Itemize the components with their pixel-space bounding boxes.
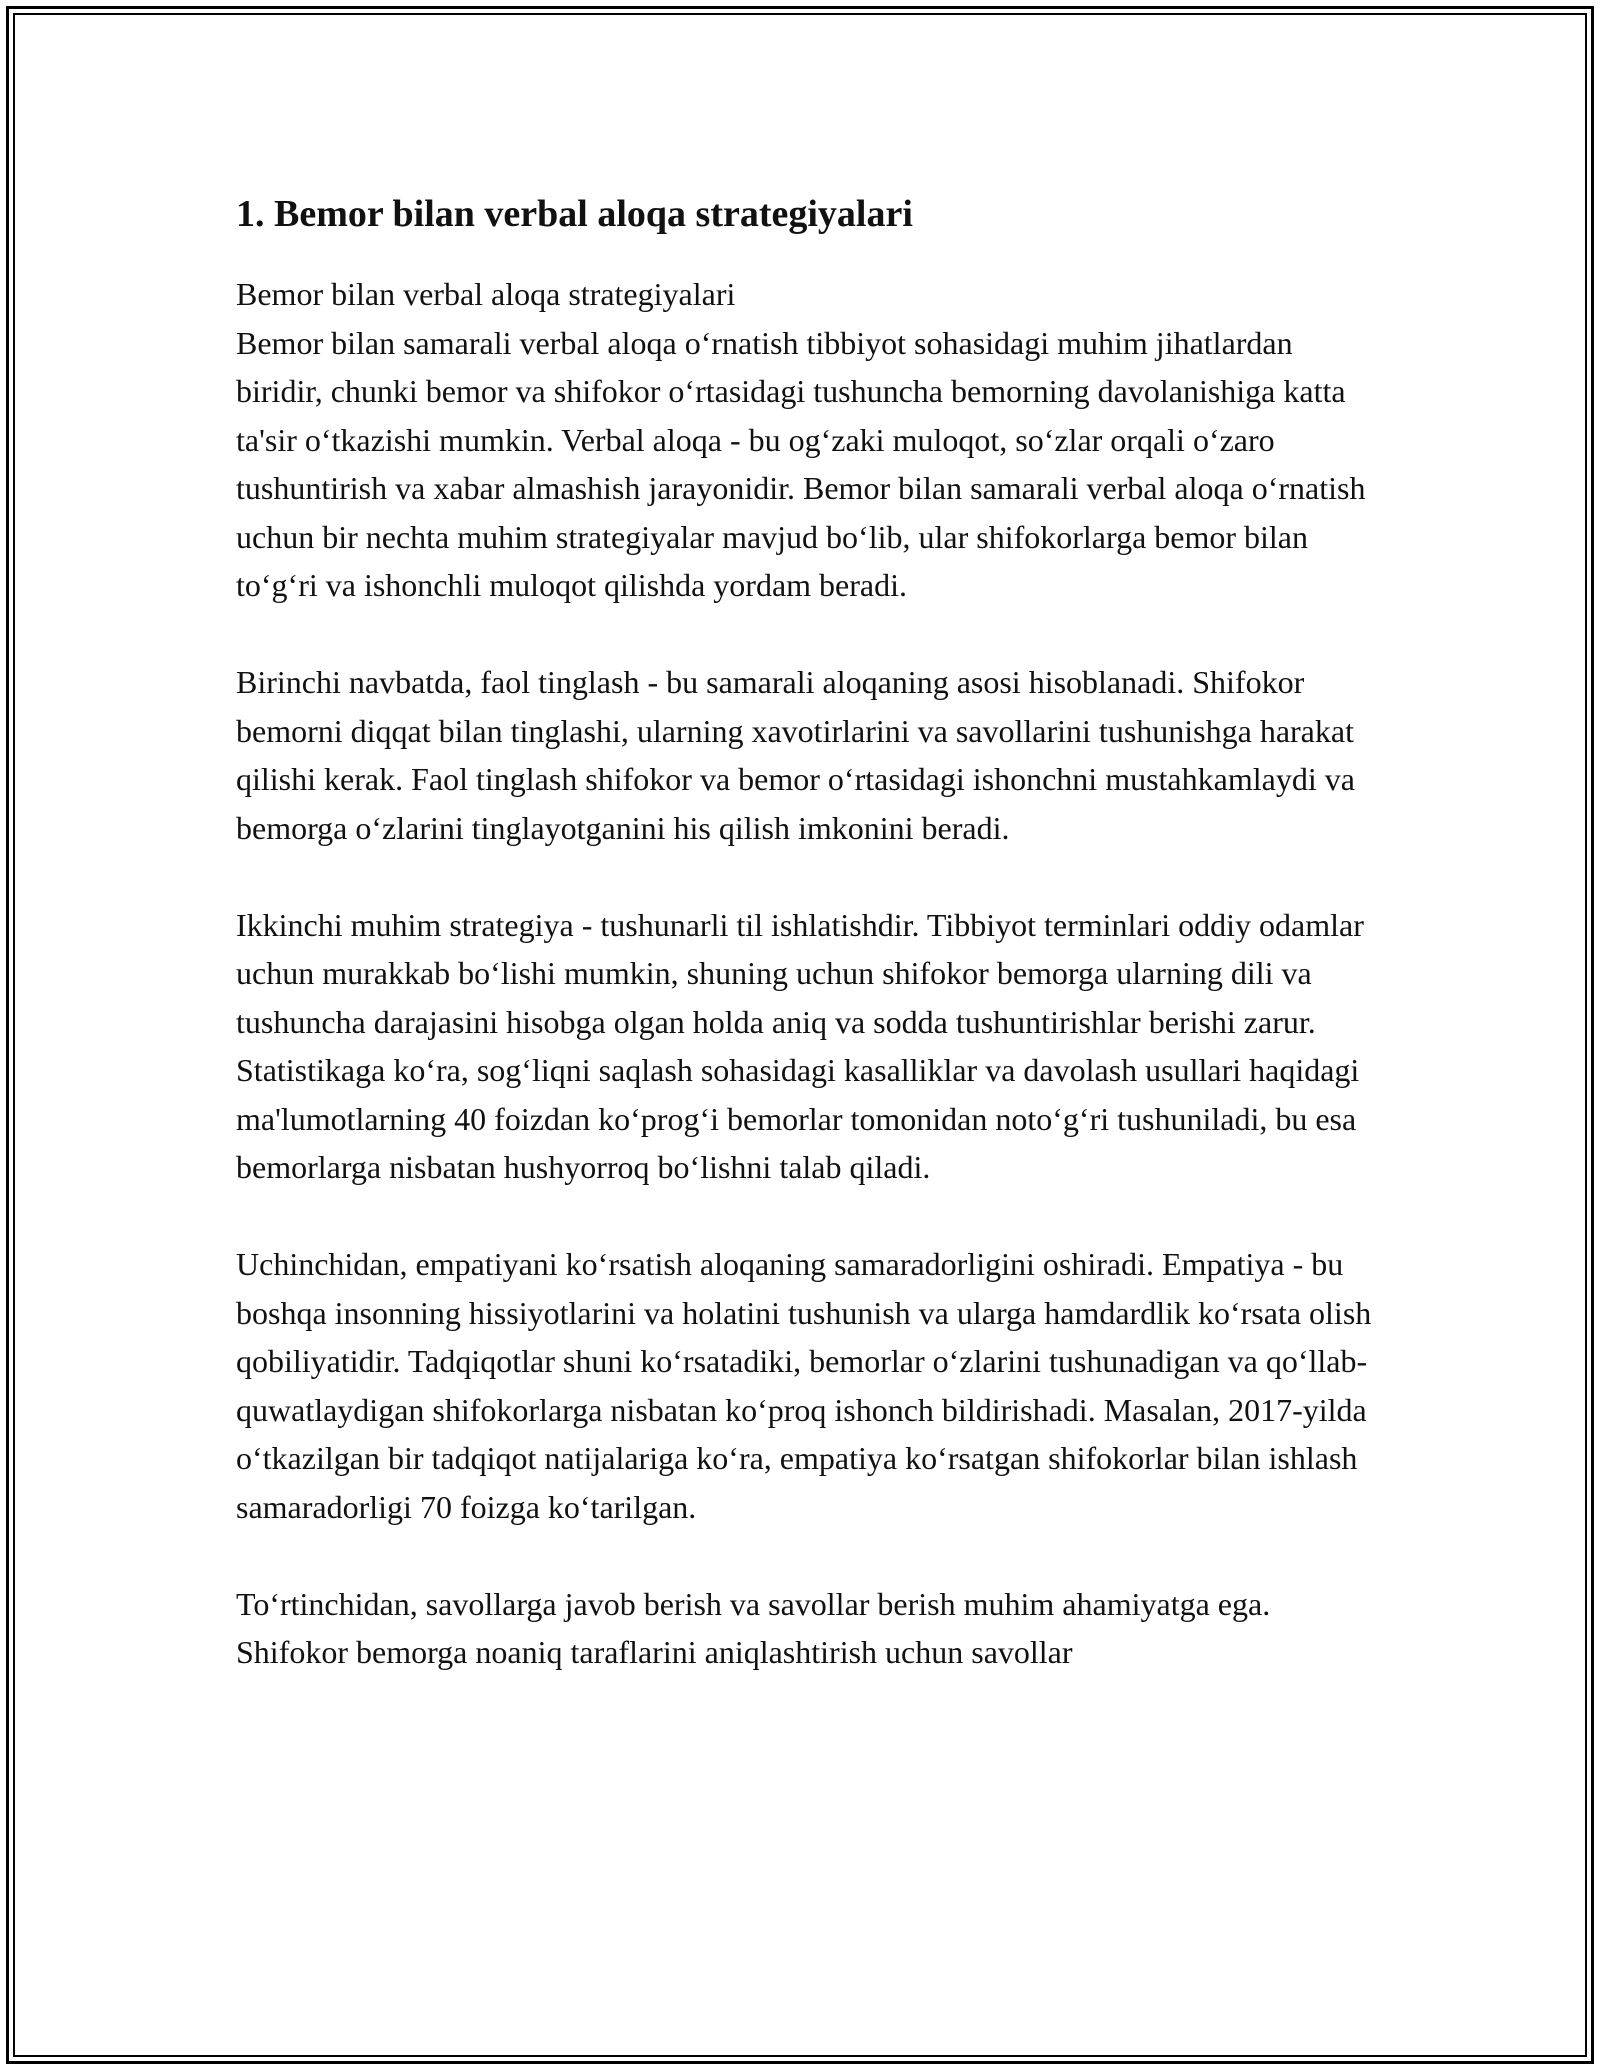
- paragraph-gap: [236, 852, 1376, 901]
- paragraph-empathy: Uchinchidan, empatiyani koʻrsatish aloqaning samaradorligini oshiradi. Empatiya - bu boshqa insonning hissiyotlarini va holatini tushunish va ularga hamdardlik koʻrsata olish qobiliyatidir. Tadqiqotlar shuni koʻrsatadiki, bemorlar oʻzlarini tushunadigan va qoʻllab-quwatlaydigan shifokorlarga nisbatan koʻproq ishonch bildirishadi. Masalan, 2017-yilda oʻtkazilgan bir tadqiqot natijalariga koʻra, empatiya koʻrsatgan shifokorlar bilan ishlash samaradorligi 70 foizga koʻtarilgan.: [236, 1246, 1372, 1525]
- paragraph-gap: [236, 610, 1376, 659]
- paragraph-active-listening: Birinchi navbatda, faol tinglash - bu samarali aloqaning asosi hisoblanadi. Shifokor bemorni diqqat bilan tinglashi, ularning xavotirlarini va savollarini tushunishga harakat qilishi kerak. Faol tinglash shifokor va bemor oʻrtasidagi ishonchni mustahkamlaydi va bemorga oʻzlarini tinglayotganini his qilish imkonini beradi.: [236, 664, 1355, 846]
- subheading-line: Bemor bilan verbal aloqa strategiyalari: [236, 276, 736, 312]
- document-body: [236, 186, 1376, 1677]
- section-heading: 1. Bemor bilan verbal aloqa strategiyalari: [236, 193, 913, 235]
- paragraph-gap: [236, 1192, 1376, 1241]
- paragraph-clear-language: Ikkinchi muhim strategiya - tushunarli til ishlatishdir. Tibbiyot terminlari oddiy odamlar uchun murakkab boʻlishi mumkin, shuning uchun shifokor bemorga ularning dili va tushuncha darajasini hisobga olgan holda aniq va sodda tushuntirishlar berishi zarur. Statistikaga koʻra, sogʻliqni saqlash sohasidagi kasalliklar va davolash usullari haqidagi ma'lumotlarning 40 foizdan koʻprogʻi bemorlar tomonidan notoʻgʻri tushuniladi, bu esa bemorlarga nisbatan hushyorroq boʻlishni talab qiladi.: [236, 906, 1364, 1185]
- paragraph-gap: [236, 1531, 1376, 1580]
- paragraph-intro: Bemor bilan samarali verbal aloqa oʻrnatish tibbiyot sohasidagi muhim jihatlardan biridir, chunki bemor va shifokor oʻrtasidagi tushuncha bemorning davolanishiga katta ta'sir oʻtkazishi mumkin. Verbal aloqa - bu ogʻzaki muloqot, soʻzlar orqali oʻzaro tushuntirish va xabar almashish jarayonidir. Bemor bilan samarali verbal aloqa oʻrnatish uchun bir nechta muhim strategiyalar mavjud boʻlib, ular shifokorlarga bemor bilan toʻgʻri va ishonchli muloqot qilishda yordam beradi.: [236, 324, 1366, 603]
- paragraph-questions: Toʻrtinchidan, savollarga javob berish va savollar berish muhim ahamiyatga ega. Shifokor bemorga noaniq taraflarini aniqlashtirish uchun savollar: [236, 1585, 1271, 1670]
